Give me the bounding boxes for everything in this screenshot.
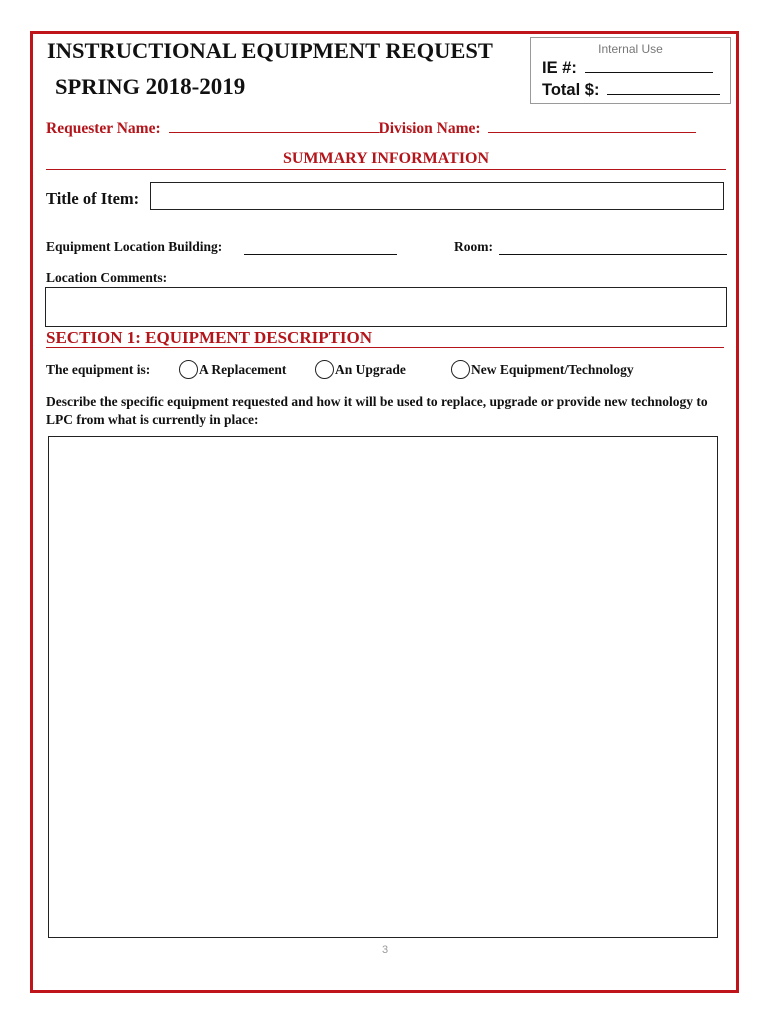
division-name-field[interactable]: [488, 117, 696, 133]
requester-name-label: Requester Name:: [46, 120, 161, 137]
radio-new-equipment[interactable]: [451, 360, 634, 379]
term-label: SPRING: [55, 74, 146, 99]
term-year: 2018-2019: [145, 74, 246, 99]
equipment-description-input[interactable]: [48, 436, 718, 938]
section1-heading: SECTION 1: EQUIPMENT DESCRIPTION: [46, 328, 373, 347]
section1-divider: [46, 327, 724, 348]
describe-prompt: Describe the specific equipment requested and how it will be used to replace, upgrade or provide new technology to LPC from what is currently in place:: [46, 394, 708, 427]
radio-button[interactable]: [451, 360, 470, 379]
equipment-type-label: The equipment is:: [46, 362, 151, 377]
radio-button[interactable]: [179, 360, 198, 379]
radio-upgrade[interactable]: [315, 360, 406, 379]
form-term: [55, 74, 245, 100]
radio-button[interactable]: [315, 360, 334, 379]
page-number: 3: [381, 944, 389, 956]
location-building-label: Equipment Location Building:: [46, 239, 223, 254]
radio-new-equipment-label: New Equipment/Technology: [471, 361, 634, 377]
title-of-item-label: Title of Item:: [46, 189, 140, 208]
ie-number-row: [542, 58, 713, 78]
summary-heading: SUMMARY INFORMATION: [282, 150, 490, 167]
location-comments-input[interactable]: [45, 287, 727, 327]
room-label: Room:: [454, 239, 493, 254]
location-comments-label: Location Comments:: [46, 270, 168, 285]
total-label: Total $:: [542, 81, 600, 99]
radio-replacement-label: A Replacement: [199, 361, 287, 377]
location-building-field[interactable]: [244, 254, 397, 255]
form-title: INSTRUCTIONAL EQUIPMENT REQUEST: [47, 38, 493, 63]
requester-name-field[interactable]: [169, 117, 379, 133]
radio-replacement[interactable]: [179, 360, 286, 379]
ie-number-field[interactable]: [585, 58, 713, 73]
summary-divider: [46, 149, 726, 170]
requester-row: [46, 117, 726, 138]
total-field[interactable]: [607, 80, 720, 95]
title-of-item-input[interactable]: [150, 182, 724, 210]
ie-number-label: IE #:: [542, 59, 577, 77]
internal-use-box: [530, 37, 731, 104]
division-name-label: Division Name:: [378, 120, 481, 137]
total-row: [542, 80, 720, 100]
internal-use-label: Internal Use: [598, 42, 663, 56]
radio-upgrade-label: An Upgrade: [335, 361, 406, 377]
room-field[interactable]: [499, 254, 727, 255]
